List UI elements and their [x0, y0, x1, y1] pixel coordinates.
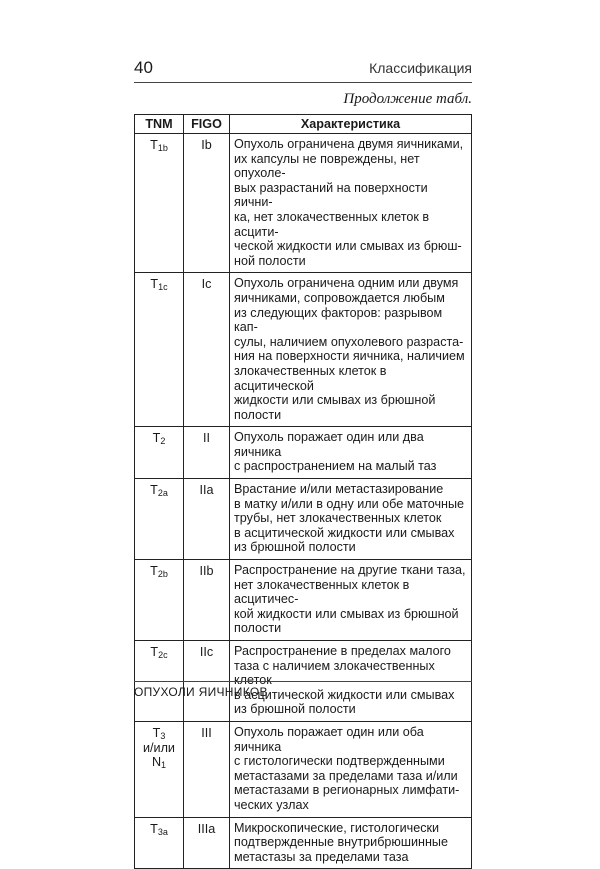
footer-rule — [134, 681, 472, 682]
characteristic-line: ческой жидкости или смывах из брюш- — [234, 239, 462, 254]
table-row — [135, 273, 472, 427]
characteristic-line: метастазы за пределами таза — [234, 849, 409, 864]
tnm-subscript: 3a — [157, 826, 168, 837]
characteristic-line: полости — [234, 621, 282, 636]
characteristic-line: подтвержденные внутрибрюшинные — [234, 835, 448, 850]
characteristic-line: кой жидкости или смывах из брюшной — [234, 606, 459, 621]
characteristic-cell — [230, 479, 472, 560]
characteristic-line: яичниками, сопровождается любым — [234, 290, 445, 305]
characteristic-line: метастазами за пределами таза и/или — [234, 768, 458, 783]
table-row — [135, 479, 472, 560]
characteristic-line: нет злокачественных клеток в асцитичес- — [234, 577, 410, 607]
tnm-cell — [135, 479, 184, 560]
characteristic-line: Опухоль ограничена двумя яичниками, — [234, 137, 464, 151]
characteristic-cell — [230, 560, 472, 641]
characteristic-line: таза с наличием злокачественных клеток — [234, 658, 435, 688]
figo-cell: IIc — [184, 641, 230, 722]
figo-cell: IIb — [184, 560, 230, 641]
table-row — [135, 134, 472, 273]
characteristic-line: из брюшной полости — [234, 540, 356, 555]
table-continuation-note: Продолжение табл. — [343, 91, 472, 107]
figo-cell: IIa — [184, 479, 230, 560]
tnm-category: T — [152, 725, 161, 740]
tnm-node-subscript: 1 — [161, 760, 167, 771]
tnm-category: T — [150, 138, 158, 152]
figo-cell: III — [184, 721, 230, 817]
tnm-cell — [135, 560, 184, 641]
tnm-cell — [135, 273, 184, 427]
figo-cell: Ic — [184, 273, 230, 427]
tnm-subscript: 1c — [158, 282, 168, 293]
table-row — [135, 560, 472, 641]
characteristic-line: Врастание и/или метастазирование — [234, 482, 444, 497]
characteristic-line: ной полости — [234, 253, 306, 268]
tnm-connector: и/или — [143, 740, 175, 755]
characteristic-line: в матку и/или в одну или обе маточные — [234, 496, 465, 511]
characteristic-line: с распространением на малый таз — [234, 459, 437, 474]
characteristic-line: Опухоль поражает один или два яичника — [234, 430, 424, 459]
characteristic-line: метастазами в регионарных лимфати- — [234, 783, 460, 798]
characteristic-line: Опухоль ограничена одним или двумя — [234, 276, 459, 291]
tnm-category: T — [150, 645, 159, 659]
tnm-category: T — [150, 277, 159, 292]
characteristic-line: сулы, наличием опухолевого разраста- — [234, 334, 464, 349]
column-header-tnm: TNM — [135, 115, 184, 134]
header-rule — [134, 82, 472, 83]
tnm-category: T — [150, 821, 158, 836]
characteristic-line: Опухоль поражает один или оба яичника — [234, 724, 424, 754]
tnm-subscript: 2c — [158, 650, 168, 660]
characteristic-cell — [230, 427, 472, 479]
running-title: Классификация — [369, 60, 472, 76]
characteristic-line: трубы, нет злокачественных клеток — [234, 511, 442, 526]
characteristic-line: полости — [234, 407, 282, 422]
tnm-subscript: 1b — [157, 143, 168, 153]
tnm-category: T — [152, 431, 161, 446]
classification-table — [134, 114, 472, 869]
page-number: 40 — [134, 58, 153, 77]
characteristic-line: из следующих факторов: разрывом кап- — [234, 305, 443, 335]
characteristic-line: ния на поверхности яичника, наличием — [234, 349, 465, 364]
tnm-category: T — [150, 483, 158, 498]
figo-cell: IIIa — [184, 817, 230, 869]
tnm-category: T — [150, 564, 158, 579]
column-header-figo: FIGO — [184, 115, 230, 134]
tnm-cell — [135, 134, 184, 273]
table-row — [135, 817, 472, 869]
tnm-subscript: 2 — [160, 436, 166, 447]
characteristic-line: Распространение в пределах малого — [234, 644, 451, 658]
characteristic-line: Микроскопические, гистологически — [234, 820, 440, 835]
characteristic-line: ка, нет злокачественных клеток в асцити- — [234, 209, 430, 239]
tnm-subscript: 2b — [157, 569, 168, 580]
characteristic-line: их капсулы не повреждены, нет опухоле- — [234, 151, 420, 181]
characteristic-cell — [230, 273, 472, 427]
characteristic-line: вых разрастаний на поверхности яични- — [234, 180, 428, 210]
tnm-cell — [135, 721, 184, 817]
characteristic-line: из брюшной полости — [234, 702, 356, 717]
tnm-cell — [135, 817, 184, 869]
footer-section-title: ОПУХОЛИ ЯИЧНИКОВ — [134, 685, 268, 699]
figo-cell: II — [184, 427, 230, 479]
characteristic-line: жидкости или смывах из брюшной — [234, 393, 436, 408]
tnm-subscript: 2a — [157, 488, 168, 499]
table-row — [135, 427, 472, 479]
table-row — [135, 721, 472, 817]
characteristic-line: Распространение на другие ткани таза, — [234, 563, 466, 578]
figo-cell: Ib — [184, 134, 230, 273]
tnm-cell — [135, 427, 184, 479]
tnm-subscript: 3 — [160, 730, 166, 741]
characteristic-line: ческих узлах — [234, 797, 309, 812]
characteristic-cell — [230, 721, 472, 817]
characteristic-line: в асцитической жидкости или смывах — [234, 525, 455, 540]
characteristic-cell — [230, 134, 472, 273]
column-header-characteristic: Характеристика — [230, 115, 472, 134]
tnm-node-category: N — [151, 755, 162, 770]
characteristic-line: с гистологически подтвержденными — [234, 754, 445, 769]
characteristic-cell — [230, 817, 472, 869]
table-header-row — [135, 115, 472, 134]
characteristic-line: злокачественных клеток в асцитической — [234, 363, 387, 393]
characteristic-line: в асцитической жидкости или смывах — [234, 687, 455, 702]
